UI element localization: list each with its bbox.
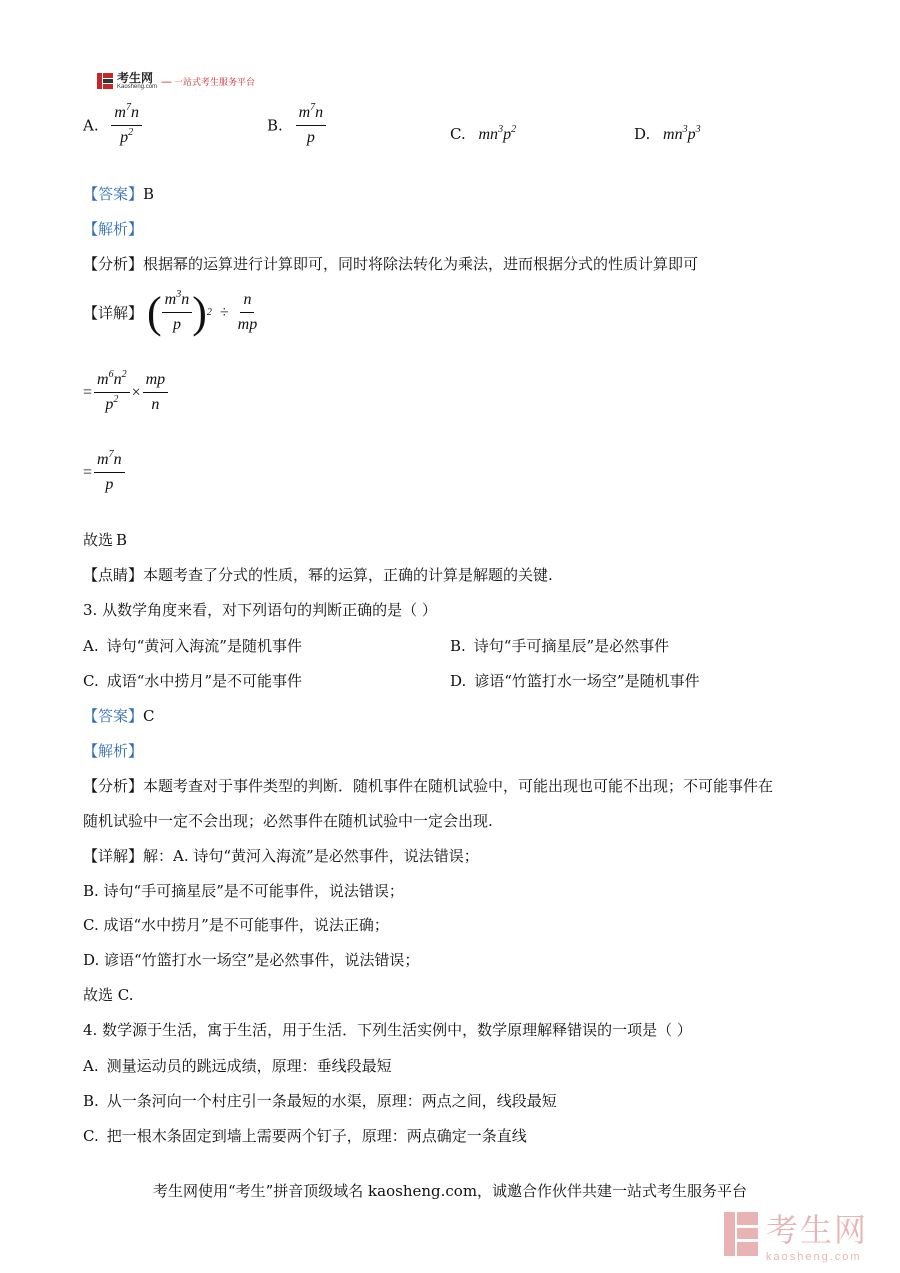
q3-fenxi-line2: 随机试验中一定不会出现；必然事件在随机试验中一定会出现. <box>83 812 493 830</box>
site-logo <box>96 72 255 90</box>
q2-analysis-tag: 【解析】 <box>83 220 144 238</box>
option-b-fraction: $\frac{m^7n}{p}$ <box>296 103 327 148</box>
q3-guxuan: 故选 C. <box>83 986 134 1004</box>
q2-fenxi <box>83 253 698 274</box>
q2-option-d <box>634 125 701 144</box>
q2-option-c <box>450 125 516 144</box>
q2-step-1: = $\frac{m^6n^2}{p^2}$ × $\frac{mp}{n}$ <box>83 370 168 415</box>
q3-xiangjie-c: C. 成语“水中捞月”是不可能事件，说法正确； <box>83 916 389 934</box>
answer-tag: 【答案】 <box>83 707 144 725</box>
q3-analysis-tag: 【解析】 <box>83 742 144 760</box>
q3-answer <box>83 705 155 726</box>
xiangjie-tag: 【详解】 <box>83 304 144 322</box>
q2-answer <box>83 183 154 204</box>
q3-xiangjie-b: B. 诗句“手可摘星辰”是不可能事件，说法错误； <box>83 882 404 900</box>
q4-option-c: C. 把一根木条固定到墙上需要两个钉子，原理：两点确定一条直线 <box>83 1127 527 1145</box>
dianjing-text: 本题考查了分式的性质，幂的运算，正确的计算是解题的关键. <box>143 566 553 584</box>
q2-option-a <box>83 103 142 148</box>
q2-guxuan: 故选 B <box>83 531 128 549</box>
fenxi-tag: 【分析】 <box>83 777 144 795</box>
dianjing-tag: 【点睛】 <box>83 566 144 584</box>
q3-option-a: A. 诗句“黄河入海流”是随机事件 <box>83 637 302 655</box>
option-label: A. <box>83 116 99 135</box>
watermark-text: 考生网 <box>766 1211 869 1249</box>
q3-fenxi-line1: 【分析】本题考查对于事件类型的判断．随机事件在随机试验中，可能出现也可能不出现；不可能事件在 <box>83 777 774 795</box>
answer-value: C <box>143 707 155 725</box>
q3-option-d: D. 谚语“竹篮打水一场空”是随机事件 <box>450 672 700 690</box>
q4-stem: 4. 数学源于生活，寓于生活，用于生活．下列生活实例中，数学原理解释错误的一项是（ ） <box>83 1021 692 1039</box>
q2-step-2: = $\frac{m^7n}{p}$ <box>83 450 125 495</box>
q4-option-a: A. 测量运动员的跳远成绩，原理：垂线段最短 <box>83 1057 392 1075</box>
option-label: D. <box>634 125 651 143</box>
fenxi-text: 根据幂的运算进行计算即可，同时将除法转化为乘法，进而根据分式的性质计算即可 <box>143 255 699 273</box>
fenxi-tag: 【分析】 <box>83 255 144 273</box>
q3-xiangjie-a: 【详解】解：A. 诗句“黄河入海流”是必然事件，说法错误； <box>83 847 479 865</box>
q3-option-b: B. 诗句“手可摘星辰”是必然事件 <box>450 637 670 655</box>
answer-value: B <box>143 185 155 203</box>
option-label: C. <box>450 125 466 143</box>
watermark-sub: kaosheng.com <box>766 1251 862 1263</box>
option-d-expr: $mn^3p^3$ <box>663 124 701 143</box>
logo-mark-icon <box>96 72 114 90</box>
q4-option-b: B. 从一条河向一个村庄引一条最短的水渠，原理：两点之间，线段最短 <box>83 1092 557 1110</box>
page-footer: 考生网使用“考生”拼音顶级域名 kaosheng.com，诚邀合作伙伴共建一站式考生服务平台 <box>152 1182 748 1200</box>
logo-slogan: 一站式考生服务平台 <box>174 77 256 88</box>
xiangjie-expr: ( $\frac{m^3n}{p}$ ) 2 ÷ $\frac{n}{mp}$ <box>147 287 258 337</box>
watermark-mark-icon <box>722 1210 760 1258</box>
q3-option-c: C. 成语“水中捞月”是不可能事件 <box>83 672 303 690</box>
q3-xiangjie-d: D. 谚语“竹篮打水一场空”是必然事件，说法错误； <box>83 951 420 969</box>
xiangjie-tag: 【详解】 <box>83 847 144 865</box>
logo-domain: Kaosheng.com <box>117 84 158 90</box>
logo-dash: — <box>161 74 173 88</box>
option-c-expr: $mn^3p^2$ <box>478 124 517 143</box>
q2-option-b <box>267 103 326 148</box>
q2-dianjing <box>83 564 553 585</box>
answer-tag: 【答案】 <box>83 185 144 203</box>
q2-xiangjie <box>83 287 260 337</box>
q3-stem: 3. 从数学角度来看，对下列语句的判断正确的是（ ） <box>83 601 437 619</box>
logo-name: 考生网 <box>117 71 154 85</box>
option-a-fraction: $\frac{m^7n}{p^2}$ <box>111 103 142 148</box>
option-label: B. <box>267 116 283 135</box>
watermark-logo <box>722 1205 868 1263</box>
